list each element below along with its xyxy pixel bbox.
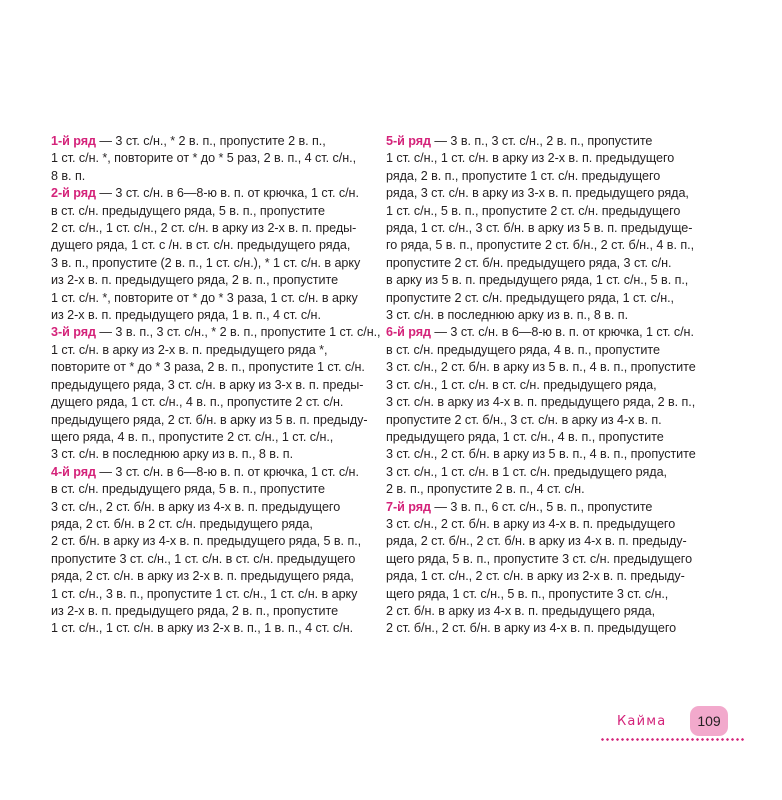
instruction-text: го ряда, 5 в. п., пропустите 2 ст. б/н., 2 ст. б/н., 4 в. п., [386,238,695,253]
instruction-text: ряда, 2 ст. б/н., 2 ст. б/н. в арку из 4-х в. п. предыду- [386,534,687,549]
text-line [386,568,716,585]
page-number-badge [690,706,728,736]
text-line [51,446,371,463]
text-line [386,481,716,498]
text-line [51,133,371,150]
text-line [51,481,371,498]
row-heading: 7-й ряд [386,499,431,514]
text-line [51,568,371,585]
instruction-text: — 3 ст. с/н. в 6—8-ю в. п. от крючка, 1 ст. с/н. [95,464,359,479]
instruction-text: 3 ст. с/н. в последнюю арку из в. п., 8 в. п. [386,308,629,323]
instruction-text: 1 ст. с/н., 1 ст. с/н. в арку из 2-х в. п., 1 в. п., 4 ст. с/н. [51,621,354,636]
page-number: 109 [697,713,721,729]
text-line [51,603,371,620]
text-line [386,237,716,254]
text-line [51,307,371,324]
instruction-text: в ст. с/н. предыдущего ряда, 4 в. п., пропустите [386,342,660,357]
instruction-text: — 3 в. п., 3 ст. с/н., 2 в. п., пропустите [430,134,653,148]
text-line [386,499,716,516]
text-line [386,359,716,376]
right-text-column [386,133,716,638]
text-line [51,551,371,568]
instruction-text: 1 ст. с/н. *, повторите от * до * 5 раз, 2 в. п., 4 ст. с/н., [51,151,357,166]
text-line [51,237,371,254]
text-line [386,412,716,429]
instruction-text: 3 ст. с/н., 1 ст. с/н. в 1 ст. с/н. предыдущего ряда, [386,464,667,479]
text-line [51,255,371,272]
text-line [51,429,371,446]
instruction-text: в ст. с/н. предыдущего ряда, 5 в. п., пропустите [51,203,325,218]
left-text-column [51,133,381,638]
instruction-text: предыдущего ряда, 2 ст. б/н. в арку из 5 в. п. предыду- [51,412,368,427]
instruction-text: 3 ст. с/н., 2 ст. б/н. в арку из 5 в. п., 4 в. п., пропустите [386,447,696,462]
instruction-text: дущего ряда, 1 ст. с /н. в ст. с/н. предыдущего ряда, [51,238,351,253]
instruction-text: 2 ст. с/н., 1 ст. с/н., 2 ст. с/н. в арку из 2-х в. п. преды- [51,221,357,236]
instruction-text: 3 ст. с/н., 2 ст. б/н. в арку из 4-х в. п. предыдущего [386,516,676,531]
row-heading: 1-й ряд [51,134,96,148]
text-line [386,603,716,620]
text-line [51,533,371,550]
instruction-text: предыдущего ряда, 1 ст. с/н., 4 в. п., пропустите [386,429,664,444]
instruction-text: щего ряда, 5 в. п., пропустите 3 ст. с/н. предыдущего [386,551,693,566]
text-line [386,533,716,550]
text-line [51,377,371,394]
text-line [51,586,371,603]
section-label: Кайма [617,714,667,729]
instruction-text: 2 ст. б/н., 2 ст. б/н. в арку из 4-х в. п. предыдущего [386,621,677,636]
dotted-divider [600,738,746,741]
text-line [386,394,716,411]
instruction-text: 3 ст. с/н., 2 ст. б/н. в арку из 5 в. п., 4 в. п., пропустите [386,360,696,375]
row-heading: 6-й ряд [386,325,431,340]
text-line [51,359,371,376]
instruction-text: 2 ст. б/н. в арку из 4-х в. п. предыдущего ряда, [386,603,656,618]
instruction-text: пропустите 2 ст. б/н., 3 ст. с/н. в арку из 4-х в. п. [386,412,662,427]
instruction-text: — 3 в. п., 6 ст. с/н., 5 в. п., пропустите [430,499,653,514]
instruction-text: из 2-х в. п. предыдущего ряда, 1 в. п., 4 ст. с/н. [51,308,321,323]
instruction-text: пропустите 2 ст. б/н. предыдущего ряда, 3 ст. с/н. [386,255,672,270]
instruction-text: 1 ст. с/н., 3 в. п., пропустите 1 ст. с/н., 1 ст. с/н. в арку [51,586,358,601]
text-line [386,429,716,446]
row-heading: 4-й ряд [51,464,96,479]
instruction-text: 3 ст. с/н. в арку из 4-х в. п. предыдущего ряда, 2 в. п., [386,395,696,410]
text-line [386,446,716,463]
text-line [51,342,371,359]
instruction-text: из 2-х в. п. предыдущего ряда, 2 в. п., пропустите [51,273,339,288]
instruction-text: щего ряда, 1 ст. с/н., 5 в. п., пропустите 3 ст. с/н., [386,586,669,601]
text-line [51,220,371,237]
instruction-text: 3 ст. с/н., 1 ст. с/н. в ст. с/н. предыдущего ряда, [386,377,657,392]
instruction-text: пропустите 2 ст. с/н. предыдущего ряда, 1 ст. с/н., [386,290,674,305]
text-line [51,290,371,307]
text-line [386,464,716,481]
instruction-text: в ст. с/н. предыдущего ряда, 5 в. п., пропустите [51,482,325,497]
instruction-text: 1 ст. с/н., 1 ст. с/н. в арку из 2-х в. п. предыдущего [386,151,675,166]
instruction-text: — 3 в. п., 3 ст. с/н., * 2 в. п., пропустите 1 ст. с/н., [95,325,381,340]
text-line [51,464,371,481]
text-line [386,516,716,533]
instruction-text: ряда, 1 ст. с/н., 3 ст. б/н. в арку из 5 в. п. предыдуще- [386,221,693,236]
text-line [386,168,716,185]
text-line [386,185,716,202]
text-line [51,203,371,220]
row-heading: 5-й ряд [386,134,431,148]
instruction-text: щего ряда, 4 в. п., пропустите 2 ст. с/н., 1 ст. с/н., [51,429,334,444]
instruction-text: 3 ст. с/н. в последнюю арку из в. п., 8 в. п. [51,447,294,462]
text-line [386,255,716,272]
instruction-text: — 3 ст. с/н. в 6—8-ю в. п. от крючка, 1 ст. с/н. [430,325,694,340]
text-line [386,272,716,289]
text-line [386,150,716,167]
text-line [386,586,716,603]
instruction-text: — 3 ст. с/н., * 2 в. п., пропустите 2 в. п., [95,134,326,148]
text-line [386,377,716,394]
instruction-text: в арку из 5 в. п. предыдущего ряда, 1 ст. с/н., 5 в. п., [386,273,689,288]
instruction-text: 1 ст. с/н. *, повторите от * до * 3 раза, 1 ст. с/н. в арку [51,290,358,305]
text-line [51,394,371,411]
instruction-text: пропустите 3 ст. с/н., 1 ст. с/н. в ст. с/н. предыдущего [51,551,356,566]
instruction-text: из 2-х в. п. предыдущего ряда, 2 в. п., пропустите [51,603,339,618]
text-line [386,307,716,324]
instruction-text: — 3 ст. с/н. в 6—8-ю в. п. от крючка, 1 ст. с/н. [95,186,359,201]
text-line [386,342,716,359]
instruction-text: дущего ряда, 1 ст. с/н., 4 в. п., пропустите 2 ст. с/н. [51,395,344,410]
instruction-text: предыдущего ряда, 3 ст. с/н. в арку из 3-х в. п. преды- [51,377,364,392]
text-line [51,272,371,289]
instruction-text: ряда, 2 ст. с/н. в арку из 2-х в. п. предыдущего ряда, [51,569,354,584]
text-line [386,620,716,637]
instruction-text: 2 ст. б/н. в арку из 4-х в. п. предыдущего ряда, 5 в. п., [51,534,362,549]
text-line [51,185,371,202]
instruction-text: ряда, 2 в. п., пропустите 1 ст. с/н. предыдущего [386,168,661,183]
instruction-text: 1 ст. с/н. в арку из 2-х в. п. предыдущего ряда *, [51,342,328,357]
instruction-text: 2 в. п., пропустите 2 в. п., 4 ст. с/н. [386,482,585,497]
text-line [386,324,716,341]
text-line [386,203,716,220]
instruction-text: 1 ст. с/н., 5 в. п., пропустите 2 ст. с/н. предыдущего [386,203,681,218]
instruction-text: 3 в. п., пропустите (2 в. п., 1 ст. с/н.), * 1 ст. с/н. в арку [51,255,361,270]
text-line [386,220,716,237]
instruction-text: повторите от * до * 3 раза, 2 в. п., пропустите 1 ст. с/н. [51,360,365,375]
text-line [51,516,371,533]
instruction-text: 3 ст. с/н., 2 ст. б/н. в арку из 4-х в. п. предыдущего [51,499,341,514]
text-line [51,620,371,637]
text-line [51,324,381,341]
text-line [51,412,371,429]
row-heading: 3-й ряд [51,325,96,340]
instruction-text: ряда, 3 ст. с/н. в арку из 3-х в. п. предыдущего ряда, [386,186,689,201]
row-heading: 2-й ряд [51,186,96,201]
text-line [386,290,716,307]
instruction-text: ряда, 1 ст. с/н., 2 ст. с/н. в арку из 2-х в. п. предыду- [386,569,685,584]
text-line [51,150,371,167]
text-line [386,133,716,150]
instruction-text: ряда, 2 ст. б/н. в 2 ст. с/н. предыдущего ряда, [51,516,313,531]
text-line [51,168,371,185]
text-line [51,499,371,516]
instruction-text: 8 в. п. [51,168,86,183]
text-line [386,551,716,568]
